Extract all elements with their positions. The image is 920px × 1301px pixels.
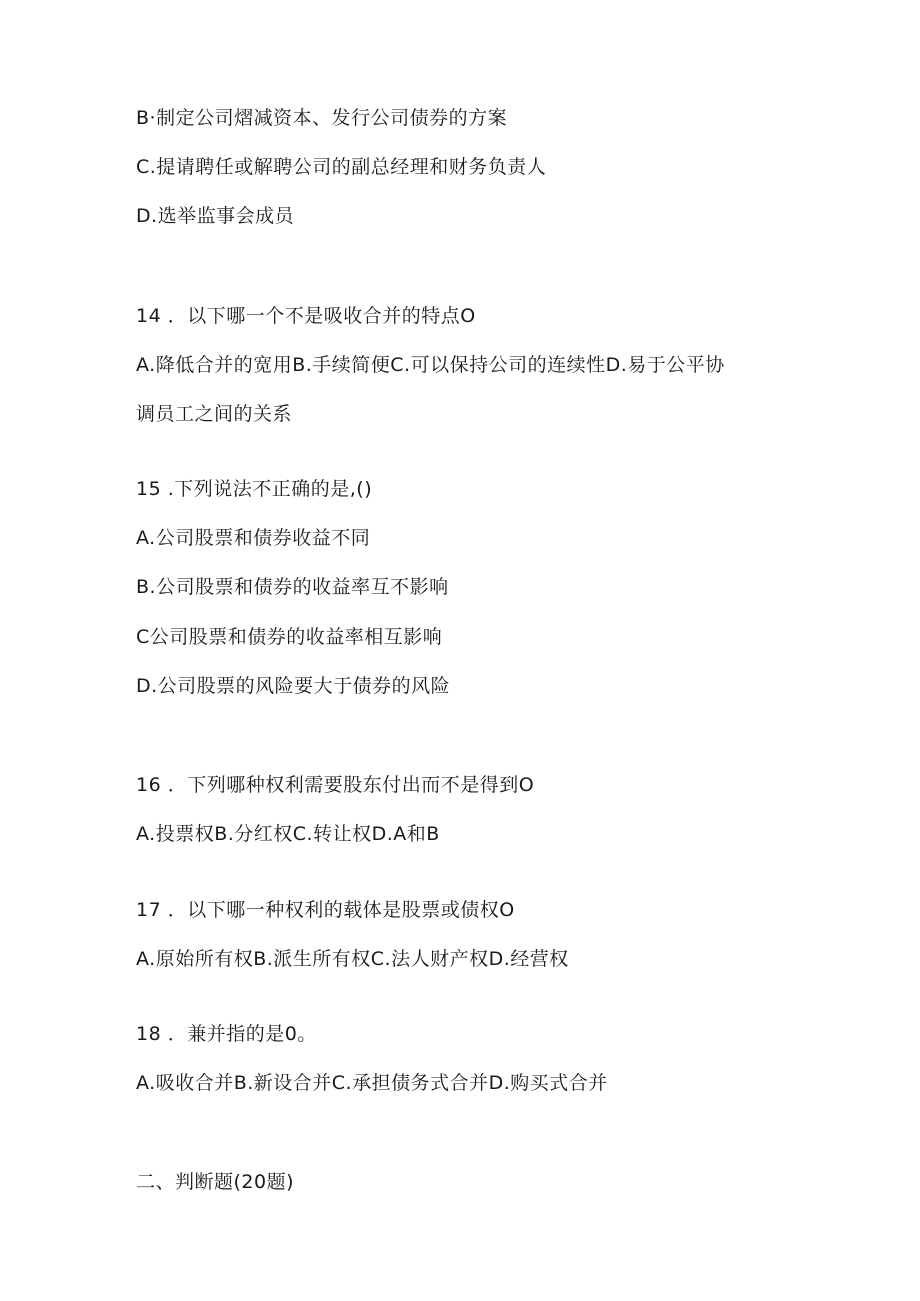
q17-options: A.原始所有权B.派生所有权C.法人财产权D.经营权: [136, 948, 569, 970]
q15-option-c: C公司股票和债券的收益率相互影响: [136, 626, 443, 648]
q18-options: A.吸收合并B.新设合并C.承担债务式合并D.购买式合并: [136, 1072, 608, 1094]
q13-option-b: B·制定公司熠减资本、发行公司债券的方案: [136, 107, 508, 129]
q15-stem: 15 .下列说法不正确的是,(): [136, 478, 373, 500]
q14-stem: 14 ．以下哪一个不是吸收合并的特点O: [136, 305, 476, 327]
q16-stem: 16 ．下列哪种权利需要股东付出而不是得到O: [136, 774, 535, 796]
section-heading-judgement: 二、判断题(20题): [136, 1171, 295, 1193]
q14-options-line2: 调员工之间的关系: [136, 403, 293, 425]
q13-option-c: C.提请聘任或解聘公司的副总经理和财务负责人: [136, 156, 547, 178]
q16-options: A.投票权B.分红权C.转让权D.A和B: [136, 823, 440, 845]
q14-options-line1: A.降低合并的宽用B.手续简便C.可以保持公司的连续性D.易于公平协: [136, 354, 725, 376]
q15-option-d: D.公司股票的风险要大于债券的风险: [136, 675, 451, 697]
q17-stem: 17 ．以下哪一种权利的载体是股票或债权O: [136, 899, 515, 921]
q15-option-a: A.公司股票和债券收益不同: [136, 527, 371, 549]
q18-stem: 18 ．兼并指的是0。: [136, 1023, 317, 1045]
q15-option-b: B.公司股票和债券的收益率互不影响: [136, 576, 449, 598]
q13-option-d: D.选举监事会成员: [136, 205, 295, 227]
